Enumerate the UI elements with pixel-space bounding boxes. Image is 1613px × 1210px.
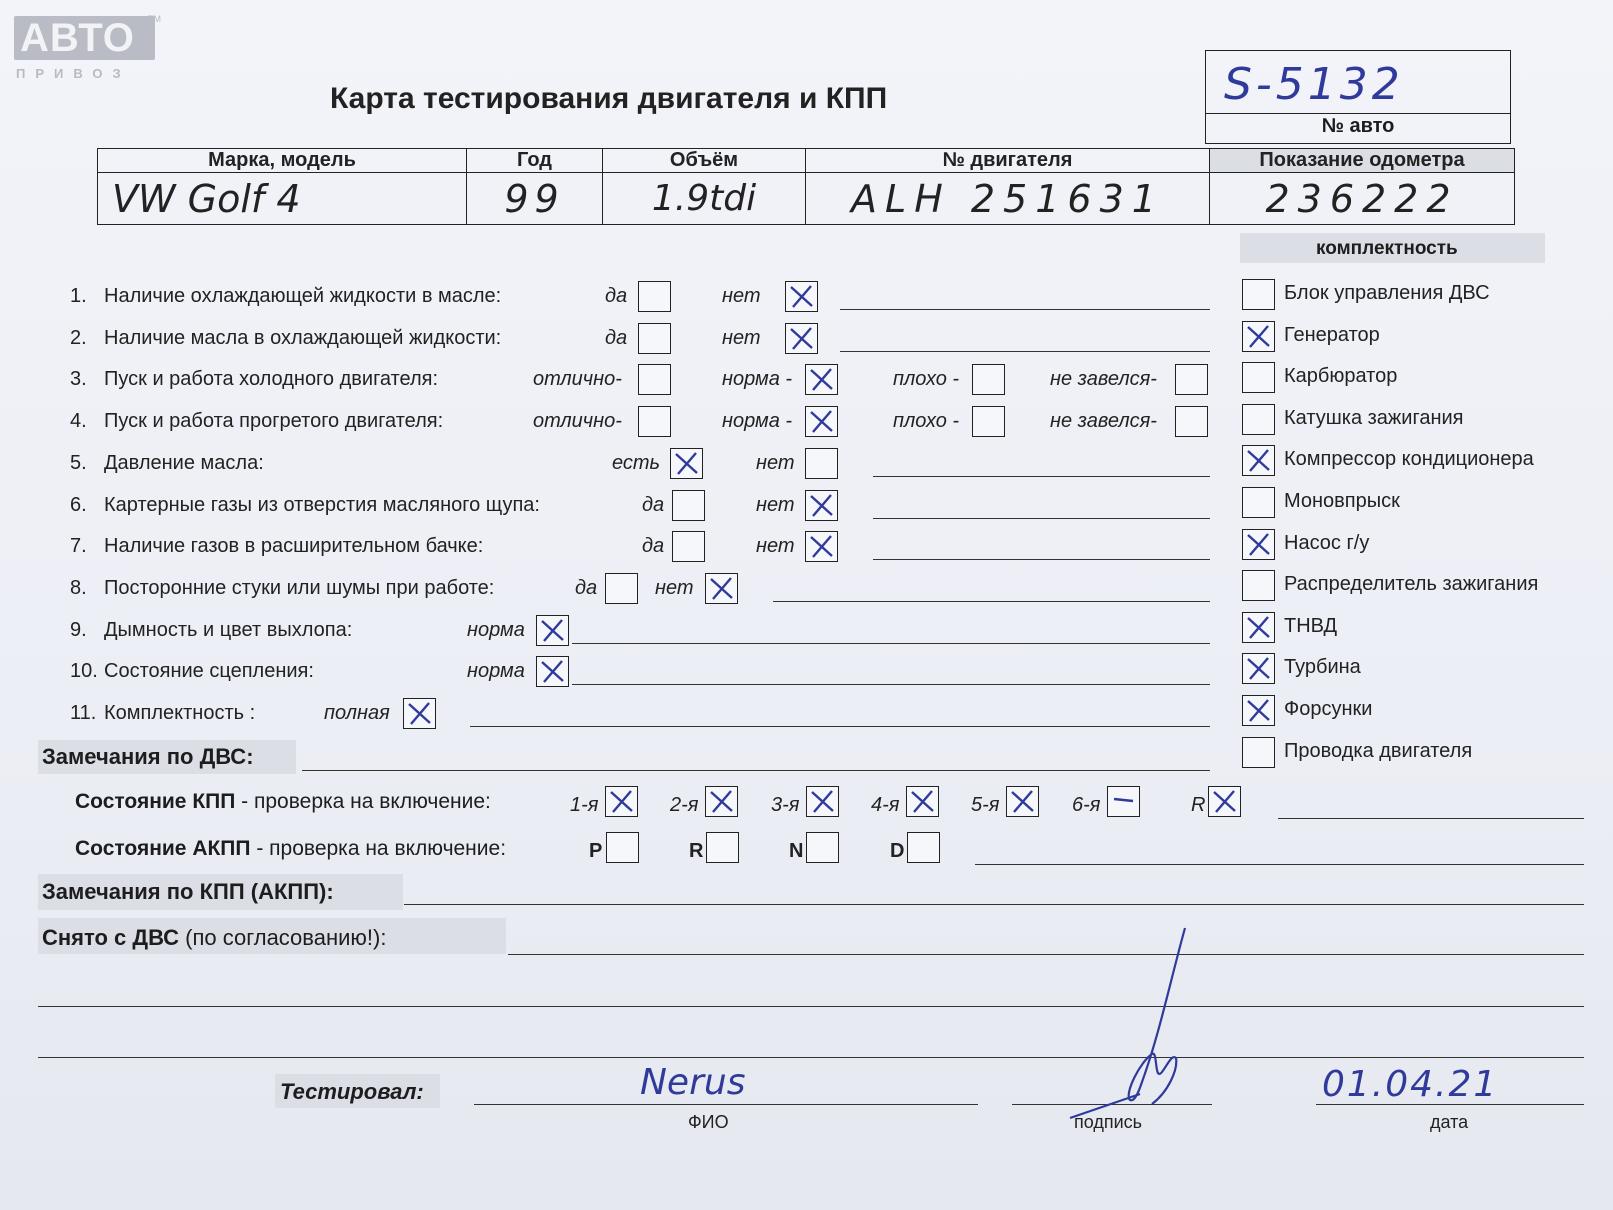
check-box[interactable]	[605, 573, 638, 604]
date-line	[1316, 1104, 1584, 1105]
check-option-label: да	[642, 535, 665, 558]
check-label: Состояние сцепления:	[104, 660, 314, 683]
check-box[interactable]	[805, 448, 838, 479]
signature-drawing	[1060, 922, 1200, 1122]
check-label: Посторонние стуки или шумы при работе:	[104, 576, 495, 599]
kpp-line	[1278, 818, 1584, 819]
check-option-label: полная	[324, 702, 390, 724]
completeness-item-label: Катушка зажигания	[1284, 406, 1464, 429]
completeness-item-label: Распределитель зажигания	[1284, 573, 1539, 596]
check-option-label: да	[605, 285, 628, 307]
gear-label: 1-я	[570, 794, 599, 816]
check-box[interactable]	[638, 323, 671, 354]
akpp-checkbox[interactable]	[907, 832, 940, 863]
completeness-item-label: Насос г/у	[1284, 531, 1370, 554]
completeness-item-label: ТНВД	[1284, 614, 1338, 637]
check-num: 6.	[70, 493, 87, 516]
logo-tm: TM	[148, 14, 161, 24]
check-label: Давление масла:	[104, 451, 264, 474]
check-box[interactable]	[536, 656, 569, 687]
check-option-label: нет	[756, 535, 795, 558]
completeness-item-label: Моновпрыск	[1284, 490, 1400, 512]
answer-line	[840, 309, 1210, 310]
gear-label: 4-я	[871, 794, 900, 816]
tested-label: Тестировал:	[280, 1079, 424, 1104]
check-num: 8.	[70, 576, 87, 599]
date-value: 01.04.21	[1322, 1064, 1499, 1105]
completeness-checkbox[interactable]	[1242, 487, 1275, 518]
check-box[interactable]	[1175, 406, 1208, 437]
check-num: 2.	[70, 326, 87, 349]
check-label: Наличие газов в расширительном бачке:	[104, 535, 484, 558]
gear-checkbox[interactable]	[906, 786, 939, 817]
value-odometer: 236222	[1210, 173, 1515, 225]
answer-line	[873, 476, 1210, 477]
check-option-label: нет	[722, 285, 761, 307]
check-box[interactable]	[805, 490, 838, 521]
check-num: 3.	[70, 368, 87, 391]
check-num: 9.	[70, 618, 87, 641]
check-label: Наличие масла в охлаждающей жидкости:	[104, 326, 502, 349]
check-option-label: нет	[655, 576, 694, 599]
check-option-label: нет	[722, 326, 761, 349]
logo-subtitle: ПРИВОЗ	[16, 66, 131, 81]
completeness-item-label: Компрессор кондиционера	[1284, 448, 1534, 471]
check-box[interactable]	[785, 281, 818, 312]
akpp-mode-label: R	[689, 840, 704, 862]
check-option-label: нет	[756, 493, 795, 516]
check-option-label: плохо -	[893, 368, 960, 391]
check-label: Картерные газы из отверстия масляного щупа:	[104, 493, 540, 516]
check-x-icon	[1245, 532, 1272, 557]
check-box[interactable]	[672, 531, 705, 562]
akpp-checkbox[interactable]	[706, 832, 739, 863]
check-box[interactable]	[536, 615, 569, 646]
col-make-model: Марка, модель	[98, 149, 467, 173]
avto-privoz-logo: АВТО	[14, 16, 155, 60]
check-x-icon	[909, 789, 936, 814]
car-number-box	[1205, 50, 1511, 144]
check-x-icon	[808, 409, 835, 434]
akpp-checkbox[interactable]	[806, 832, 839, 863]
col-odometer: Показание одометра	[1210, 149, 1515, 173]
check-option-label: не завелся-	[1050, 410, 1157, 433]
check-box[interactable]	[638, 281, 671, 312]
check-option-label: норма -	[722, 410, 793, 433]
col-volume: Объём	[603, 149, 806, 173]
check-option-label: да	[642, 493, 665, 516]
check-x-icon	[1245, 324, 1272, 349]
sign-label: подпись	[1074, 1112, 1143, 1132]
check-label: Пуск и работа холодного двигателя:	[104, 368, 439, 391]
fio-line	[474, 1104, 978, 1105]
check-option-label: норма	[467, 618, 525, 641]
check-x-icon	[708, 576, 735, 601]
gear-label: 3-я	[771, 794, 800, 816]
completeness-item-label: Блок управления ДВС	[1284, 282, 1490, 304]
value-engine-number: ALH 251631	[806, 173, 1210, 225]
check-box[interactable]	[670, 448, 703, 479]
check-option-label: норма	[467, 660, 525, 683]
completeness-checkbox[interactable]	[1242, 529, 1275, 560]
check-option-label: плохо -	[893, 410, 960, 433]
check-label: Пуск и работа прогретого двигателя:	[104, 410, 444, 433]
check-option-label: нет	[756, 451, 795, 474]
check-box[interactable]	[785, 323, 818, 354]
check-x-icon	[1245, 698, 1272, 723]
gear-label: R	[1191, 794, 1206, 816]
completeness-checkbox[interactable]	[1242, 737, 1275, 768]
page-title: Карта тестирования двигателя и КПП	[330, 82, 888, 115]
check-num: 10.	[70, 660, 98, 683]
akpp-mode-label: D	[890, 840, 905, 862]
akpp-mode-label: P	[589, 840, 603, 862]
completeness-checkbox[interactable]	[1242, 279, 1275, 310]
gear-checkbox[interactable]	[1006, 786, 1039, 817]
completeness-checkbox[interactable]	[1242, 653, 1275, 684]
check-num: 11.	[70, 702, 97, 724]
check-option-label: да	[575, 576, 598, 599]
check-num: 7.	[70, 535, 87, 558]
completeness-checkbox[interactable]	[1242, 404, 1275, 435]
check-box[interactable]	[403, 698, 436, 729]
akpp-mode-label: N	[789, 840, 804, 862]
check-x-icon	[1245, 615, 1272, 640]
check-box[interactable]	[705, 573, 738, 604]
blank-line-1	[38, 1006, 1584, 1007]
blank-line-2	[38, 1057, 1584, 1058]
completeness-checkbox[interactable]	[1242, 321, 1275, 352]
check-box[interactable]	[672, 490, 705, 521]
check-label: Наличие охлаждающей жидкости в масле:	[104, 285, 502, 307]
gear-checkbox[interactable]	[605, 786, 638, 817]
check-box[interactable]	[972, 364, 1005, 395]
akpp-checkbox[interactable]	[606, 832, 639, 863]
check-box[interactable]	[805, 531, 838, 562]
check-num: 5.	[70, 451, 87, 474]
check-x-icon	[1211, 789, 1238, 814]
gear-checkbox[interactable]	[1208, 786, 1241, 817]
answer-line	[572, 684, 1210, 685]
completeness-checkbox[interactable]	[1242, 695, 1275, 726]
fio-value: Nerus	[640, 1062, 746, 1103]
gear-checkbox[interactable]	[806, 786, 839, 817]
check-x-icon	[808, 367, 835, 392]
completeness-checkbox[interactable]	[1242, 612, 1275, 643]
completeness-item-label: Форсунки	[1284, 698, 1373, 720]
gear-checkbox[interactable]	[705, 786, 738, 817]
gear-label: 2-я	[670, 794, 699, 816]
value-make-model: VW Golf 4	[98, 173, 467, 225]
answer-line	[873, 518, 1210, 519]
kpp-label: Состояние КПП - проверка на включение:	[75, 790, 491, 813]
completeness-checkbox[interactable]	[1242, 445, 1275, 476]
check-box[interactable]	[1175, 364, 1208, 395]
check-option-label: не завелся-	[1050, 368, 1157, 391]
fio-label: ФИО	[688, 1112, 729, 1132]
car-number-value: S-5132	[1224, 59, 1404, 110]
value-year: 99	[467, 173, 603, 225]
check-x-icon	[539, 659, 566, 684]
gear-checkbox[interactable]	[1107, 786, 1140, 817]
completeness-item-label: Проводка двигателя	[1284, 739, 1473, 762]
check-box[interactable]	[805, 364, 838, 395]
check-label: Дымность и цвет выхлопа:	[104, 618, 353, 641]
check-x-icon	[788, 326, 815, 351]
check-box[interactable]	[805, 406, 838, 437]
completeness-item-label: Карбюратор	[1284, 365, 1398, 388]
check-x-icon	[1245, 448, 1272, 473]
completeness-title: комплектность	[1316, 238, 1458, 259]
check-x-icon	[808, 534, 835, 559]
check-option-label: есть	[612, 451, 661, 474]
col-engine-number: № двигателя	[806, 149, 1210, 173]
gear-label: 6-я	[1072, 794, 1101, 816]
akpp-line	[975, 864, 1584, 865]
check-x-icon	[708, 789, 735, 814]
remarks-engine-line	[302, 770, 1210, 771]
check-x-icon	[809, 789, 836, 814]
value-volume: 1.9tdi	[603, 173, 806, 225]
check-x-icon	[808, 493, 835, 518]
remarks-kpp-label: Замечания по КПП (АКПП):	[42, 879, 334, 904]
date-label: дата	[1430, 1112, 1469, 1132]
check-box[interactable]	[638, 364, 671, 395]
remarks-kpp-line	[404, 904, 1584, 905]
check-option-label: да	[605, 326, 628, 349]
check-x-icon	[539, 618, 566, 643]
check-option-label: отлично-	[533, 368, 622, 391]
remarks-engine-label: Замечания по ДВС:	[42, 744, 254, 769]
answer-line	[470, 726, 1210, 727]
completeness-checkbox[interactable]	[1242, 570, 1275, 601]
answer-line	[572, 643, 1210, 644]
check-label: Комплектность :	[104, 702, 256, 724]
completeness-item-label: Турбина	[1284, 656, 1361, 679]
removed-label: Снято с ДВС (по согласованию!):	[42, 925, 387, 950]
vehicle-header-table	[97, 148, 1515, 225]
check-box[interactable]	[638, 406, 671, 437]
answer-line	[873, 559, 1210, 560]
check-x-icon	[608, 789, 635, 814]
completeness-checkbox[interactable]	[1242, 362, 1275, 393]
check-option-label: отлично-	[533, 410, 622, 433]
col-year: Год	[467, 149, 603, 173]
check-num: 4.	[70, 410, 87, 433]
akpp-label: Состояние АКПП - проверка на включение:	[75, 837, 507, 860]
car-number-label: № авто	[1321, 115, 1395, 137]
check-num: 1.	[70, 285, 87, 307]
completeness-item-label: Генератор	[1284, 323, 1380, 346]
answer-line	[840, 351, 1210, 352]
check-x-icon	[673, 451, 700, 476]
check-box[interactable]	[972, 406, 1005, 437]
answer-line	[773, 601, 1210, 602]
check-x-icon	[406, 701, 433, 726]
dash-icon	[1110, 789, 1137, 814]
check-x-icon	[1245, 656, 1272, 681]
gear-label: 5-я	[971, 794, 1000, 816]
check-option-label: норма -	[722, 368, 793, 391]
check-x-icon	[788, 284, 815, 309]
removed-line	[508, 954, 1584, 955]
check-x-icon	[1009, 789, 1036, 814]
